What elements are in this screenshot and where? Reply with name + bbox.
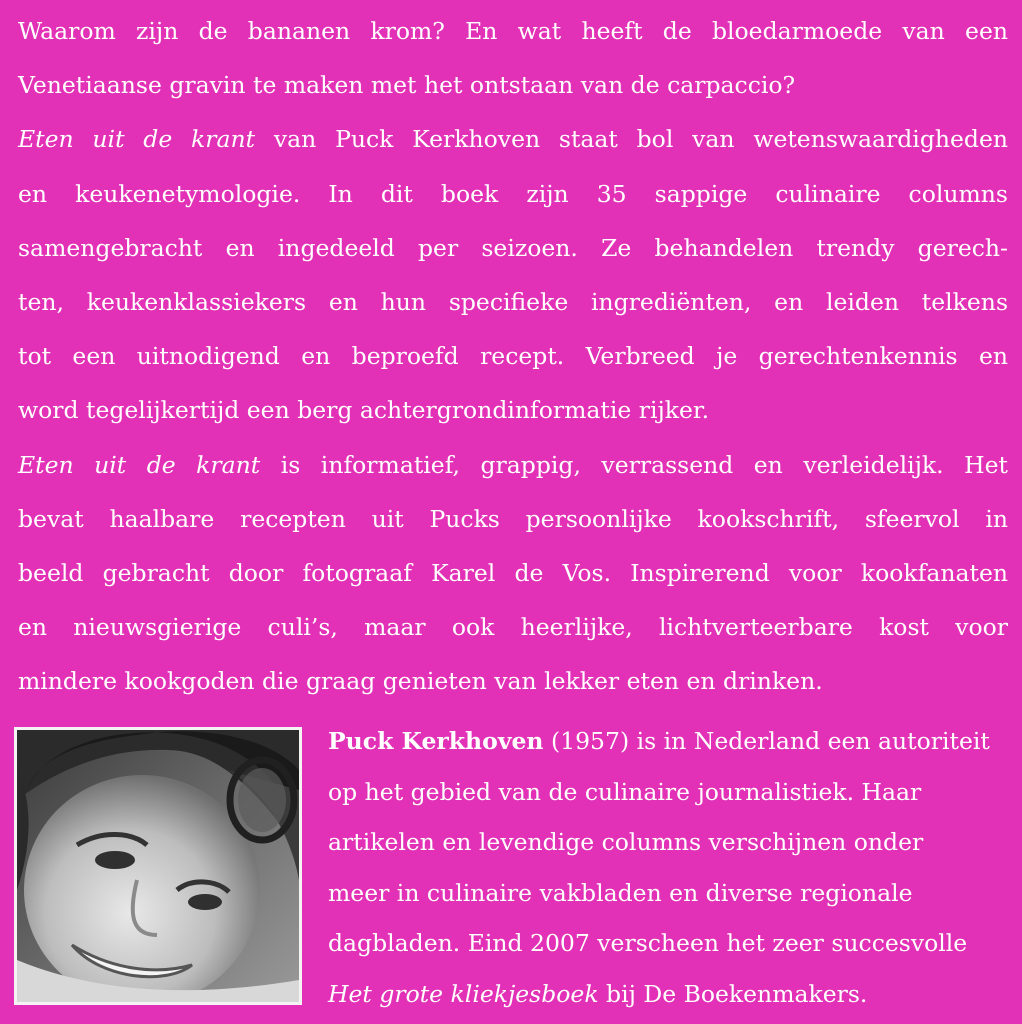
blurb-paragraph-2 [18, 112, 1008, 437]
book-blurb [18, 4, 1008, 709]
author-portrait-icon [17, 730, 299, 1002]
blurb-line [18, 112, 1008, 166]
blurb-paragraph-3 [18, 438, 1008, 709]
blurb-line: samengebracht en ingedeeld per seizoen. Ze behandelen trendy gerech- [18, 233, 1008, 262]
blurb-line: en keukenetymologie. In dit boek zijn 35 sappige culinaire columns [18, 179, 1008, 208]
bio-line: meer in culinaire vakbladen en diverse regionale [328, 878, 913, 907]
blurb-line: mindere kookgoden die graag genieten van lekker eten en drinken. [18, 667, 823, 696]
bio-line [328, 969, 998, 1020]
blurb-line: tot een uitnodigend en beproefd recept. Verbreed je gerechtenkennis en [18, 342, 1008, 371]
bio-text: (1957) is in Nederland een autoriteit [543, 727, 990, 755]
author-name: Puck Kerkhoven [328, 727, 544, 755]
author-photo [14, 727, 302, 1005]
blurb-paragraph-1 [18, 4, 1008, 112]
bio-line [328, 716, 998, 767]
bio-line: dagbladen. Eind 2007 verscheen het zeer succesvolle [328, 929, 968, 958]
blurb-line: Waarom zijn de bananen krom? En wat heeft de bloedarmoede van een [18, 17, 1008, 45]
bio-line: artikelen en levendige columns verschijnen onder [328, 828, 924, 857]
book-title: Eten uit de krant [18, 450, 261, 479]
blurb-text: is informatief, grappig, verrassend en verleidelijk. Het [260, 450, 1008, 479]
blurb-line: ten, keukenklassiekers en hun specifieke ingrediënten, en leiden telkens [18, 288, 1008, 317]
blurb-line: en nieuwsgierige culi’s, maar ook heerlijke, lichtverteerbare kost voor [18, 613, 1008, 642]
blurb-line: Venetiaanse gravin te maken met het ontstaan van de carpaccio? [18, 71, 796, 100]
blurb-line: beeld gebracht door fotograaf Karel de Vos. Inspirerend voor kookfanaten [18, 559, 1008, 588]
blurb-line [18, 438, 1008, 492]
previous-book-title: Het grote kliekjesboek [328, 979, 599, 1008]
blurb-line: word tegelijkertijd een berg achtergrondinformatie rijker. [18, 396, 710, 425]
blurb-line: bevat haalbare recepten uit Pucks persoonlijke kookschrift, sfeervol in [18, 504, 1008, 533]
bio-line: op het gebied van de culinaire journalistiek. Haar [328, 777, 922, 806]
author-bio [328, 716, 998, 1020]
book-title: Eten uit de krant [18, 125, 256, 154]
blurb-text: van Puck Kerkhoven staat bol van wetenswaardigheden [255, 125, 1008, 154]
bio-text: bij De Boekenmakers. [598, 979, 868, 1008]
